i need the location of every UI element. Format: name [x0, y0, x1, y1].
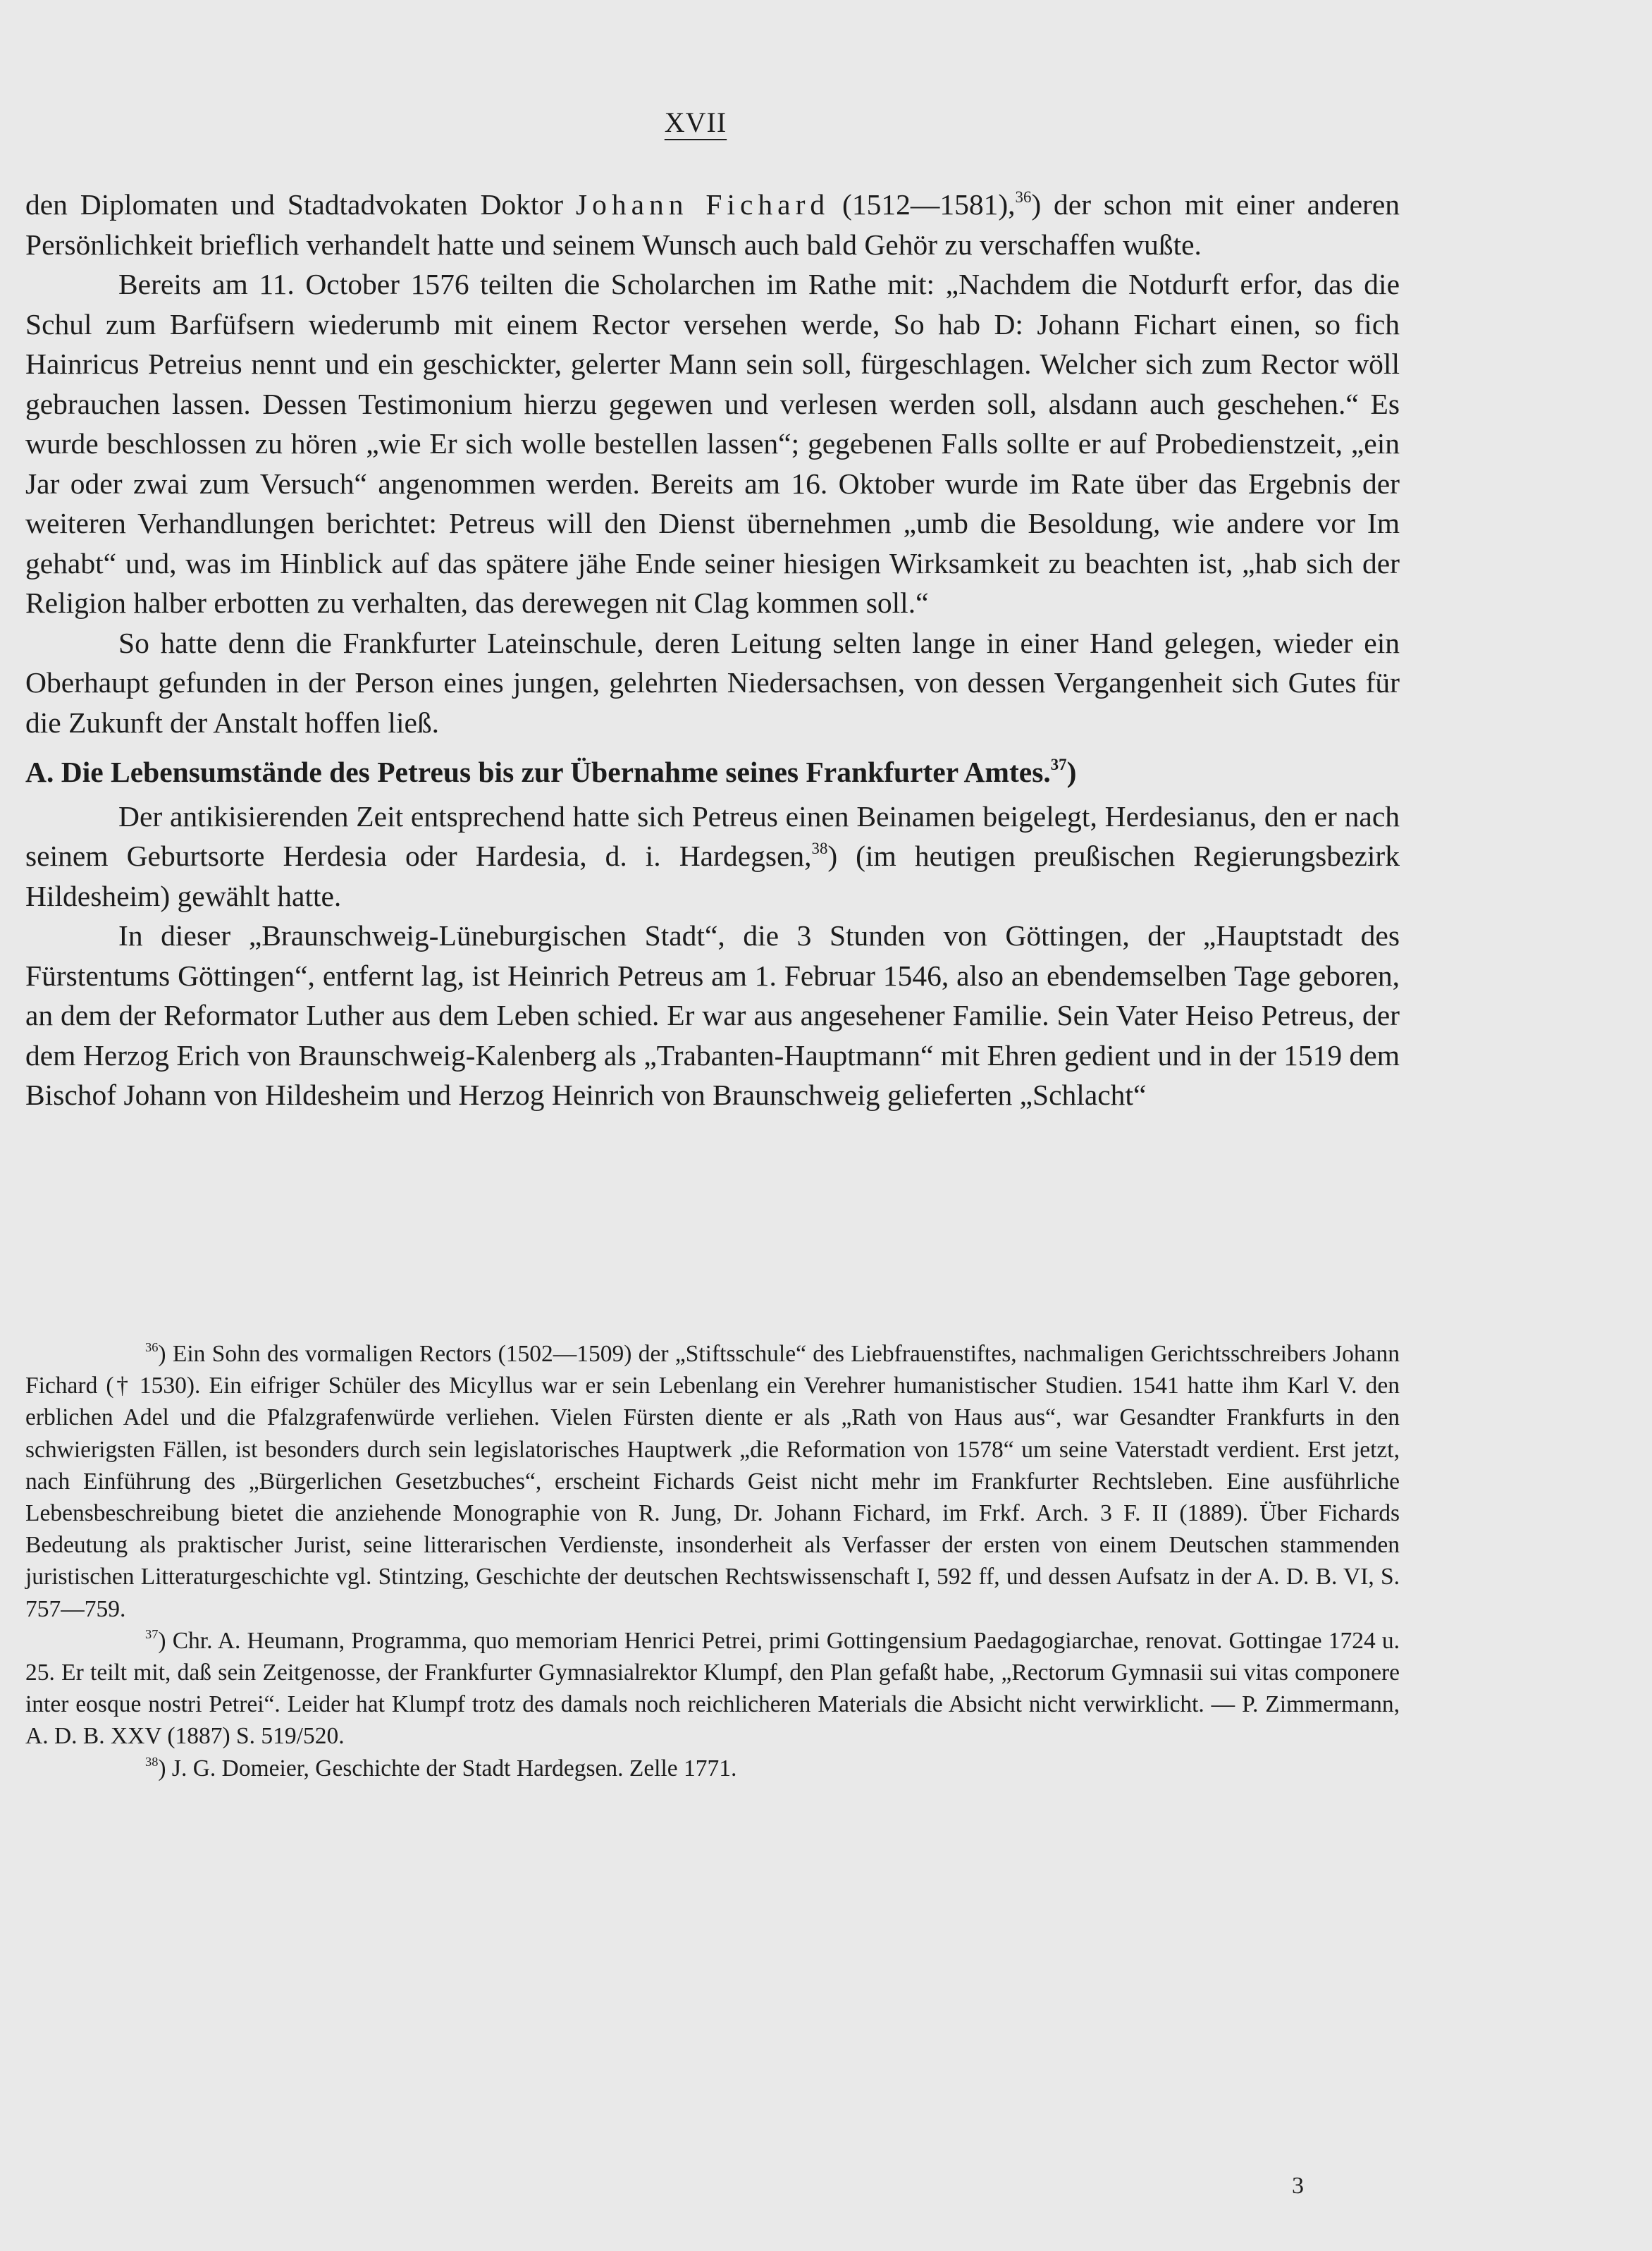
footnote-mark: 38	[145, 1754, 159, 1769]
paragraph-1: den Diplomaten und Stadtadvokaten Doktor Johann Fichard (1512—1581),$^{36}$) der schon mit einer anderen Persönlichkeit brieflich verhandelt hatte und seinem Wunsch auch bald Gehör zu verschaffen wußte.	[25, 188, 1400, 261]
footnotes	[25, 1338, 1400, 1784]
footnote-38: $^{38}$) J. G. Domeier, Geschichte der Stadt Hardegsen. Zelle 1771.	[145, 1754, 737, 1781]
footnote-ref-37: 37	[1050, 755, 1067, 773]
footnote-mark: 36	[145, 1340, 159, 1355]
footnote-36: $^{36}$) Ein Sohn des vormaligen Rectors (1502—1509) der „Stiftsschule“ des Liebfrauenstiftes, nachmaligen Gerichtsschreibers Johann Fichard († 1530). Ein eifriger Schüler des Micyllus war er sein Lebenlang ein Verehrer humanistischer Studien. 1541 hatte ihm Karl V. den erblichen Adel und die Pfalzgrafenwürde verliehen. Vielen Fürsten diente er als „Rath von Haus aus“, war Gesandter Frankfurts in den schwierigsten Fällen, ist besonders durch sein legislatorisches Hauptwerk „die Reformation von 1578“ um seine Vaterstadt verdient. Erst jetzt, nach Einführung des „Bürgerlichen Gesetzbuches“, erscheint Fichards Geist nicht mehr im Frankfurter Rechtsleben. Eine ausführliche Lebensbeschreibung bietet die anziehende Monographie von R. Jung, Dr. Johann Fichard, im Frkf. Arch. 3 F. II (1889). Über Fichards Bedeutung als praktischer Jurist, seine litterarischen Verdienste, insonderheit als Verfasser der ersten von einem Deutschen stammenden juristischen Litteraturgeschichte vgl. Stintzing, Geschichte der deutschen Rechtswissenschaft I, 592 ff, und dessen Aufsatz in der A. D. B. VI, S. 757—759.	[25, 1340, 1400, 1622]
footnote-37: $^{37}$) Chr. A. Heumann, Programma, quo memoriam Henrici Petrei, primi Gottingensium Paedagogiarchae, renovat. Gottingae 1724 u. 25. Er teilt mit, daß sein Zeitgenosse, der Frankfurter Gymnasialrektor Klumpf, den Plan gefaßt habe, „Rectorum Gymnasii sui vitas componere inter eosque nostri Petrei“. Leider hat Klumpf trotz des damals noch reichlicheren Materials die Absicht nicht verwirklicht. — P. Zimmermann, A. D. B. XXV (1887) S. 519/520.	[25, 1627, 1400, 1750]
page-number: 3	[1292, 2173, 1304, 2199]
paragraph-4: Der antikisierenden Zeit entsprechend hatte sich Petreus einen Beinamen beigelegt, Herdesianus, den er nach seinem Geburtsorte Herdesia oder Hardesia, d. i. Hardegsen,$^{38}$) (im heutigen preußischen Regierungsbezirk Hildesheim) gewählt hatte.	[25, 799, 1400, 912]
paragraph-5: In dieser „Braunschweig-Lüneburgischen Stadt“, die 3 Stunden von Göttingen, der „Hauptstadt des Fürstentums Göttingen“, entfernt lag, ist Heinrich Petreus am 1. Februar 1546, also an ebendemselben Tage geboren, an dem der Reformator Luther aus dem Leben schied. Er war aus angesehener Familie. Sein Vater Heiso Petreus, der dem Herzog Erich von Braunschweig-Kalenberg als „Trabanten-Hauptmann“ mit Ehren gedient und in der 1519 dem Bischof Johann von Hildesheim und Herzog Heinrich von Braunschweig gelieferten „Schlacht“	[25, 919, 1400, 1111]
spaced-name: Johann Fichard	[575, 188, 830, 221]
section-heading: A. Die Lebensumstände des Petreus bis zur Übernahme seines Frankfurter Amtes.$^{37}$)	[25, 755, 1077, 788]
footnote-ref-36: 36	[1015, 188, 1032, 206]
paragraph-3: So hatte denn die Frankfurter Lateinschule, deren Leitung selten lange in einer Hand gelegen, wieder ein Oberhaupt gefunden in der Person eines jungen, gelehrten Niedersachsen, von dessen Vergangenheit sich Gutes für die Zukunft der Anstalt hoffen ließ.	[25, 626, 1400, 739]
running-header: XVII	[664, 106, 727, 138]
paragraph-2: Bereits am 11. October 1576 teilten die Scholarchen im Rathe mit: „Nachdem die Notdurft erfor, das die Schul zum Barfüfsern wiederumb mit einem Rector versehen werde, So hab D: Johann Fichart einen, so fich Hainricus Petreius nennt und ein geschickter, gelerter Mann sein soll, fürgeschlagen. Welcher sich zum Rector wöll gebrauchen lassen. Dessen Testimonium hierzu gegewen und verlesen werden soll, alsdann auch geschehen.“ Es wurde beschlossen zu hören „wie Er sich wolle bestellen lassen“; gegebenen Falls sollte er auf Probedienstzeit, „ein Jar oder zwai zum Versuch“ angenommen werden. Bereits am 16. Oktober wurde im Rate über das Ergebnis der weiteren Verhandlungen berichtet: Petreus will den Dienst übernehmen „umb die Besoldung, wie andere vor Im gehabt“ und, was im Hinblick auf das spätere jähe Ende seiner hiesigen Wirksamkeit zu beachten ist, „hab sich der Religion halber erbotten zu verhalten, das derewegen nit Clag kommen soll.“	[25, 268, 1400, 619]
footnote-ref-38: 38	[811, 839, 828, 857]
main-text	[25, 185, 1400, 1115]
footnote-mark: 37	[145, 1627, 159, 1642]
